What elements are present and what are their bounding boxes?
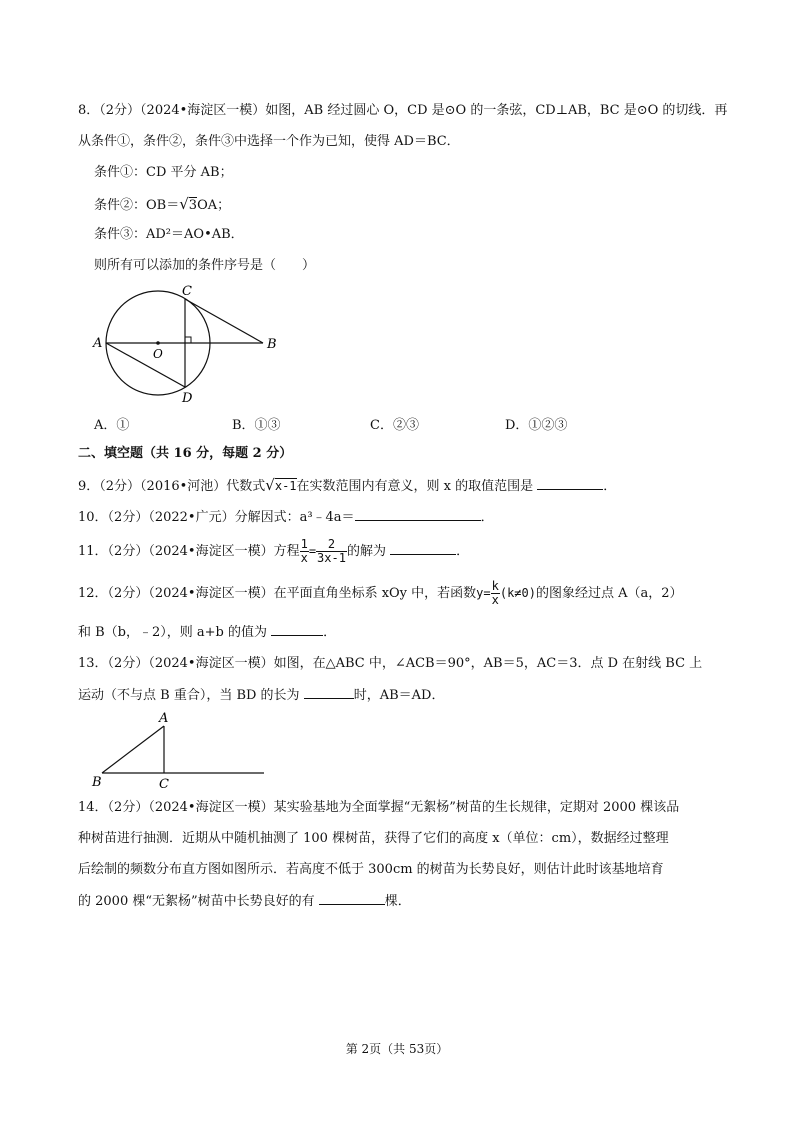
q13-line2-pre: 运动（不与点 B 重合），当 BD 的长为 xyxy=(78,688,300,703)
label-a: A xyxy=(93,336,103,351)
q11-end: ． xyxy=(456,544,470,559)
q11-f1-num: 1 xyxy=(300,537,308,551)
option-d: D．①②③ xyxy=(505,418,568,433)
q13-line2 xyxy=(78,686,444,705)
label-b: B xyxy=(92,775,102,790)
q8-figure xyxy=(85,280,285,410)
q11-eq: = xyxy=(308,544,317,558)
q9-answer-blank[interactable] xyxy=(537,477,603,490)
sqrt-icon: √ xyxy=(179,195,189,213)
segment-ad xyxy=(106,343,185,387)
sqrt-icon: √ xyxy=(265,476,275,494)
q11-fraction-2 xyxy=(316,538,347,565)
q10 xyxy=(78,508,494,527)
center-dot xyxy=(156,341,160,345)
q8-question: 则所有可以添加的条件序号是（ ） xyxy=(94,258,316,273)
q12-line2-pre: 和 B（b，﹣2），则 a+b 的值为 xyxy=(78,625,268,640)
q12-cond: (k≠0) xyxy=(499,586,536,600)
q9-pre: 9．（2分）（2016•河池）代数式 xyxy=(78,479,266,494)
q14-line4 xyxy=(78,892,411,911)
q12-y: y= xyxy=(476,586,491,600)
q10-pre: 10．（2分）（2022•广元）分解因式：a³﹣4a＝ xyxy=(78,510,355,525)
q8-condition-2-radicand: 3 xyxy=(188,198,198,213)
option-a: A．① xyxy=(94,418,130,433)
option-b: B．①③ xyxy=(232,418,281,433)
q9 xyxy=(78,476,616,496)
option-c: C．②③ xyxy=(370,418,419,433)
q11-answer-blank[interactable] xyxy=(390,542,456,555)
q14-line4-post: 棵． xyxy=(384,894,411,909)
q8-condition-2-pre: 条件②：OB＝ xyxy=(94,198,180,213)
q12-line2 xyxy=(78,623,336,642)
q14-line2: 种树苗进行抽测．近期从中随机抽测了 100 棵树苗，获得了它们的高度 x（单位：cm），数据经过整理 xyxy=(78,831,669,846)
label-o: O xyxy=(153,347,163,361)
q8-condition-3: 条件③：AD²＝AO•AB． xyxy=(94,227,244,242)
q8-condition-2-post: OA； xyxy=(197,198,231,213)
q12-post: 的图象经过点 A（a，2） xyxy=(535,586,683,601)
q13-line2-post: 时，AB＝AD． xyxy=(353,688,445,703)
q14-line1: 14．（2分）（2024•海淀区一模）某实验基地为全面掌握“无絮杨”树苗的生长规律，定期对 2000 棵该品 xyxy=(78,800,680,815)
q9-radicand: x-1 xyxy=(274,479,297,493)
q8-condition-2 xyxy=(94,195,230,215)
page-footer: 第 2页（共 53页） xyxy=(345,1042,449,1056)
q11 xyxy=(78,536,469,567)
q11-fraction-1 xyxy=(300,538,309,565)
q8-line2: 从条件①，条件②，条件③中选择一个作为已知，使得 AD＝BC． xyxy=(78,134,460,149)
q11-f2-num: 2 xyxy=(316,538,347,552)
q13-line1: 13．（2分）（2024•海淀区一模）如图，在△ABC 中，∠ACB＝90°，AB＝5，AC＝3．点 D 在射线 BC 上 xyxy=(78,656,703,671)
q14-answer-blank[interactable] xyxy=(319,892,385,905)
segment-cb xyxy=(185,299,263,343)
label-c: C xyxy=(182,284,192,299)
q12-answer-blank[interactable] xyxy=(271,623,323,636)
q12-fraction xyxy=(491,580,500,607)
label-c: C xyxy=(159,777,169,790)
q12-den: x xyxy=(491,593,499,607)
q10-answer-blank[interactable] xyxy=(355,508,481,521)
q12-end: ． xyxy=(323,625,337,640)
q11-f1-den: x xyxy=(300,551,308,565)
q13-figure xyxy=(88,708,278,790)
q9-end: ． xyxy=(603,479,617,494)
q9-post: 在实数范围内有意义，则 x 的取值范围是 xyxy=(296,479,534,494)
q13-answer-blank[interactable] xyxy=(304,686,354,699)
q8-line1: 8．（2分）（2024•海淀区一模）如图，AB 经过圆心 O，CD 是⊙O 的一条弦，CD⊥AB，BC 是⊙O 的切线．再 xyxy=(78,103,728,118)
q14-line4-pre: 的 2000 棵“无絮杨”树苗中长势良好的有 xyxy=(78,894,315,909)
section-heading: 二、填空题（共 16 分，每题 2 分） xyxy=(78,446,293,461)
q12-line1 xyxy=(78,578,683,609)
right-angle-mark xyxy=(185,337,191,343)
label-d: D xyxy=(182,391,193,406)
q11-pre: 11．（2分）（2024•海淀区一模）方程 xyxy=(78,544,300,559)
q14-line3: 后绘制的频数分布直方图如图所示．若高度不低于 300cm 的树苗为长势良好，则估计此时该基地培育 xyxy=(78,862,664,877)
q11-post: 的解为 xyxy=(346,544,386,559)
label-a: A xyxy=(159,711,169,726)
q10-end: ． xyxy=(480,510,494,525)
q8-condition-1: 条件①：CD 平分 AB； xyxy=(94,165,233,180)
q12-pre: 12．（2分）（2024•海淀区一模）在平面直角坐标系 xOy 中，若函数 xyxy=(78,586,477,601)
label-b: B xyxy=(267,337,277,352)
q11-f2-den: 3x-1 xyxy=(317,551,346,565)
q12-num: k xyxy=(491,579,499,593)
segment-ab xyxy=(102,726,164,773)
